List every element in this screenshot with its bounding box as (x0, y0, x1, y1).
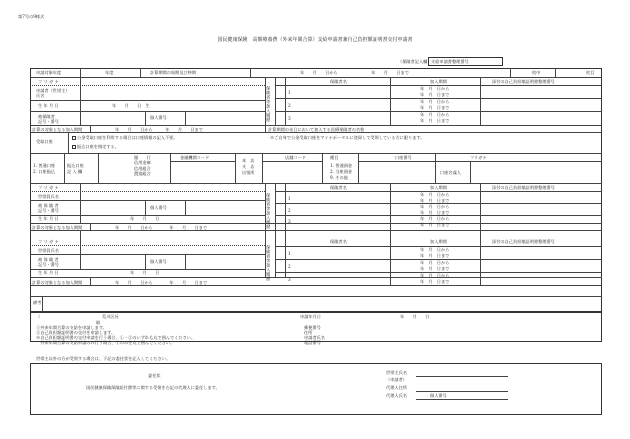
member1-birth-value[interactable]: 年 月 日 (130, 216, 160, 221)
history-col-insurer: 保険者名 (330, 79, 347, 84)
deposit-type-label: 種目 (330, 155, 339, 160)
history2-to-3[interactable]: 年 月 日まで (420, 222, 450, 227)
member2-personal: 個人番号 (150, 259, 167, 264)
member1-period-value[interactable]: 年 月 日から 年 月 日まで (115, 225, 208, 230)
applicant-name-field: 申請者氏名 (304, 335, 325, 340)
history-to-2[interactable]: 年 月 日まで (420, 105, 450, 110)
history-from-2[interactable]: 年 月 日から (420, 99, 450, 104)
history2-row-3: 3 (288, 219, 291, 224)
proxy-note: 世帯主以外の方が受領する場合は、下記の委任状を記入してください。 (36, 356, 171, 361)
history2-col-cert: 添付の自己負担額証明書整理番号 (492, 185, 555, 190)
history-from-3[interactable]: 年 月 日から (420, 112, 450, 117)
branch-types: 本 店 支 店 出張所 (242, 158, 255, 175)
history2-to-2[interactable]: 年 月 日まで (420, 210, 450, 215)
transfer-label: 振込口座 記 入 欄 (67, 163, 84, 175)
year-label: 申請対象年度 (36, 70, 62, 75)
member2-name: 世帯員氏名 (38, 248, 59, 253)
delegation-title: 委任状 (148, 373, 161, 378)
calc-period-label: 計算期間の始期及び終期 (150, 70, 197, 75)
deposit-types[interactable]: 1. 普通預金 2. 当座預金 9. その他 (330, 163, 353, 180)
form-title: 国民健康保険 高額療養費（外来年間合算）支給申請書兼自己負担額証明書交付申請書 (217, 37, 413, 43)
postal-label: 郵便番号 (304, 325, 321, 330)
app-date-label: 申請年月日 (300, 314, 321, 319)
agent-address-label: 代理人住所 (386, 385, 407, 390)
account-option-1-label: 公金受取口座を利用する場合は口座情報の記入不要。 (77, 135, 178, 140)
applicant-period-label: 計算の対象となる加入期間 (32, 127, 83, 132)
member1-period-label: 計算の対象となる加入期間 (32, 225, 83, 230)
account-option-2[interactable] (72, 145, 119, 149)
history2-from-2[interactable]: 年 月 日から (420, 204, 450, 209)
declaration-2: ②自己負担額証明書の交付を申請します。 (36, 330, 116, 335)
member2-birth-value[interactable]: 年 月 日 (130, 270, 160, 275)
checkbox-public-account[interactable] (72, 136, 76, 140)
history-label-1: 保険者等加入履歴 (266, 86, 272, 122)
history2-col-period: 加入期間 (430, 185, 447, 190)
history3-row-3: 3 (288, 277, 291, 282)
history3-from-2[interactable]: 年 月 日から (420, 260, 450, 265)
nendo-label[interactable]: 年度 (105, 70, 114, 75)
sheet-index: 枚目 (586, 70, 595, 75)
applicant-period-value[interactable]: 年 月 日から 年 月 日まで (115, 127, 203, 132)
agent-personal-label: 個人番号 (430, 393, 447, 398)
app-number-label: 支給申請書整理番号 (431, 59, 469, 64)
account-option-1-note: ※ご自身で公金受取口座をマイナポータルに登録して受領している方に限ります。 (270, 135, 425, 140)
history3-from-3[interactable]: 年 月 日から (420, 273, 450, 278)
sheet-total: 枚中 (532, 70, 541, 75)
checkbox-transfer-account[interactable] (72, 145, 76, 149)
address-label: 住所 (304, 330, 313, 335)
form-number: 第7号の9様式 (18, 14, 45, 19)
member1-birth: 生 年 月 日 (38, 216, 59, 221)
applicant-birth-value[interactable]: 年 月 日 生 (112, 103, 150, 108)
history3-row-1: 1 (288, 251, 291, 256)
history3-row-2: 2 (288, 264, 291, 269)
history3-col-cert: 添付の自己負担額証明書整理番号 (492, 239, 555, 244)
end-of-period-note: 計算期間の末日において加入する医療保険者の名称 (268, 127, 365, 132)
agent-name-label: 代理人氏名 (386, 393, 407, 398)
addressee: 荒川区長 (102, 314, 119, 319)
history-col-cert: 添付の自己負担額証明書整理番号 (492, 79, 555, 84)
history-row-2: 2 (288, 103, 291, 108)
history2-row-2: 2 (288, 208, 291, 213)
applicant-name-label: 申請者（世帯主） 氏名 (36, 88, 70, 99)
history-row-1: 1 (288, 90, 291, 95)
insurer-fill-note: （保険者記入欄） (398, 59, 432, 64)
head-sub-label: （申請者） (386, 377, 407, 382)
history2-row-1: 1 (288, 196, 291, 201)
history-label-3: 保険者等加入履歴 (266, 245, 272, 281)
history2-to-1[interactable]: 年 月 日まで (420, 198, 450, 203)
phone-label: 電話番号 (304, 340, 321, 345)
member2-insured: 被 保 険 者 記号・番号 (38, 257, 59, 268)
holder-label: 口座名義人 (440, 170, 461, 175)
member1-name: 世帯員氏名 (38, 194, 59, 199)
declaration-4: 外来年間合算の支給申請のみ行う場合、①のみを丸で囲んでください。 (36, 340, 175, 345)
holder-furigana-label: フリガナ (470, 155, 487, 160)
applicant-insured-label: 被保険者 記号・番号 (38, 114, 59, 125)
history3-col-period: 加入期間 (430, 239, 447, 244)
history3-col-insurer: 保険者名 (330, 239, 347, 244)
applicant-personal-no-label: 個人番号 (150, 115, 167, 120)
applicant-birth-label: 生 年 月 日 (38, 103, 59, 108)
app-date-value[interactable]: 年 月 日 (400, 314, 430, 319)
member2-period-value[interactable]: 年 月 日から 年 月 日まで (115, 280, 208, 285)
member1-insured: 被 保 険 者 記号・番号 (38, 203, 59, 214)
remarks-label: 備考 (33, 300, 42, 305)
history-to-3[interactable]: 年 月 日まで (420, 118, 450, 123)
head-name-label: 世帯主氏名 (386, 370, 407, 375)
branch-code-label: 店舗コード (285, 155, 306, 160)
history-to-1[interactable]: 年 月 日まで (420, 92, 450, 97)
history-col-period: 加入期間 (430, 79, 447, 84)
addressee-suffix: 殿 (96, 320, 101, 325)
bank-code-label: 金融機関コード (180, 155, 210, 160)
declaration-3: ※自己負担額証明書の交付申請を行う場合、①・②のいずれも丸で囲んでください。 (36, 335, 196, 340)
applicant-furigana: フ リ ガ ナ (38, 79, 59, 84)
member1-personal: 個人番号 (150, 205, 167, 210)
history2-from-3[interactable]: 年 月 日から (420, 216, 450, 221)
history3-to-2[interactable]: 年 月 日まで (420, 266, 450, 271)
delegation-body: 国民健康保険保険給付費等に関する受領を右記の代理人に委任します。 (86, 385, 220, 390)
member2-period-label: 計算の対象となる加入期間 (32, 280, 83, 285)
history2-from-1[interactable]: 年 月 日から (420, 192, 450, 197)
member2-furigana: フ リ ガ ナ (38, 239, 59, 244)
history3-to-3[interactable]: 年 月 日まで (420, 279, 450, 284)
history2-col-insurer: 保険者名 (330, 185, 347, 190)
member2-birth: 生 年 月 日 (38, 270, 59, 275)
calc-period-value[interactable]: 年 月 日から 年 月 日まで (300, 70, 409, 75)
history-from-1[interactable]: 年 月 日から (420, 86, 450, 91)
addressee-paren: （ (36, 314, 41, 319)
account-option-2-label: 振込口座を指定する。 (77, 144, 119, 149)
bank-types: 銀 行 信用金庫 信用組合 農協組合 (134, 155, 151, 177)
declaration-1: ①外来年間合算の支給を申請します。 (36, 325, 107, 330)
history-row-3: 3 (288, 116, 291, 121)
account-types: 1. 普通口座 2. 口座振込 (33, 163, 56, 175)
history3-to-1[interactable]: 年 月 日まで (420, 253, 450, 258)
account-label: 受取口座 (36, 139, 53, 144)
account-number-label: 口座番号 (395, 155, 412, 160)
member1-furigana: フ リ ガ ナ (38, 185, 59, 190)
history3-from-1[interactable]: 年 月 日から (420, 247, 450, 252)
history-label-2: 保険者等加入履歴 (266, 193, 272, 229)
account-option-1[interactable] (72, 136, 178, 140)
